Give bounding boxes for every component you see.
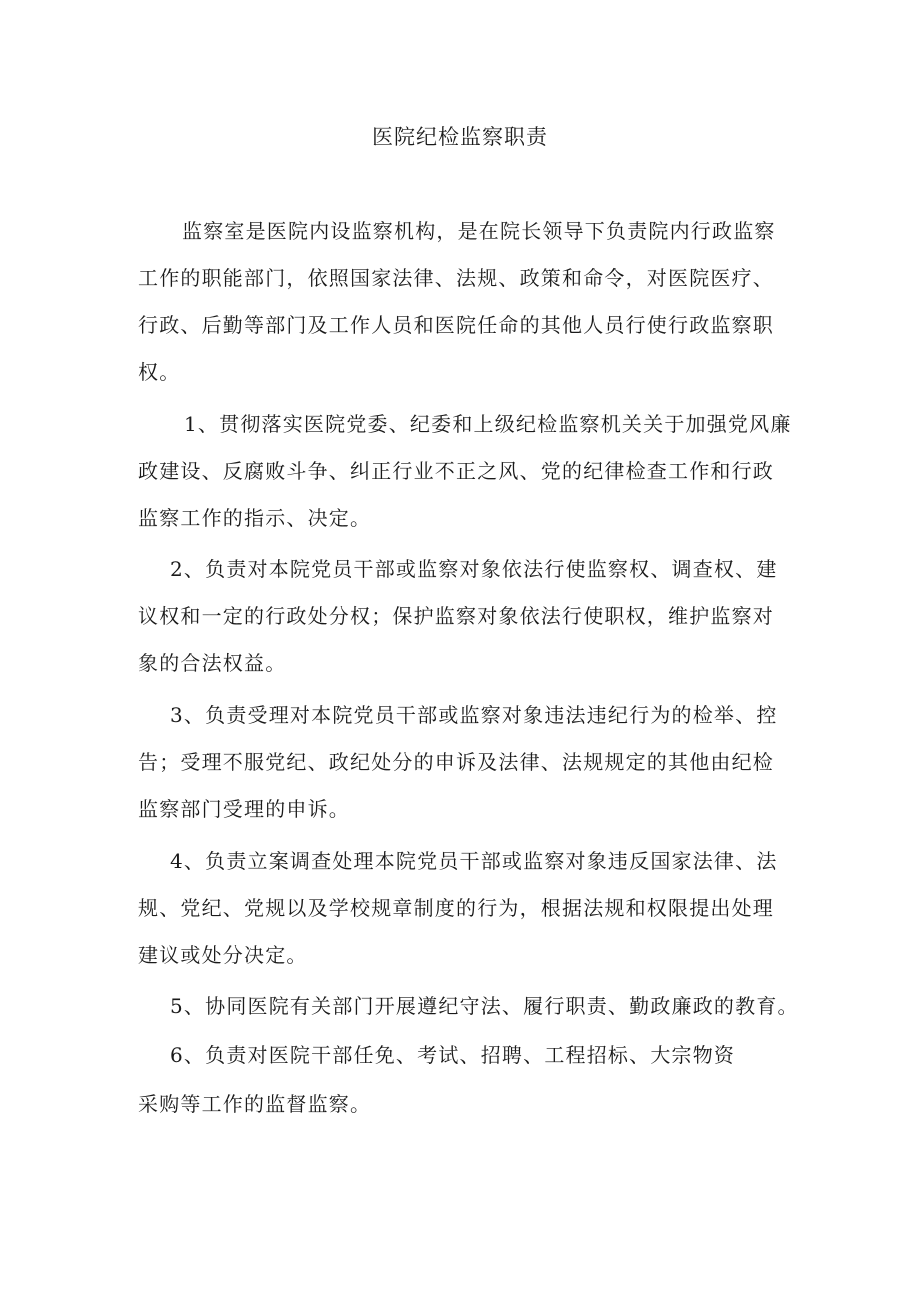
text-line: 规、党纪、党规以及学校规章制度的行为，根据法规和权限提出处理 <box>138 896 774 920</box>
paragraph-item-5 <box>138 983 800 1030</box>
paragraph-item-4 <box>138 838 800 979</box>
paragraph-intro <box>138 208 800 396</box>
paragraph-item-2 <box>138 546 800 687</box>
text-line: 5、协同医院有关部门开展遵纪守法、履行职责、勤政廉政的教育。 <box>170 994 799 1018</box>
text-line: 权。 <box>138 360 181 384</box>
text-line: 监察室是医院内设监察机构，是在院长领导下负责院内行政监察 <box>182 219 776 243</box>
text-line: 3、负责受理对本院党员干部或监察对象违法违纪行为的检举、控 <box>170 703 778 727</box>
text-line: 建议或处分决定。 <box>138 943 308 967</box>
text-line: 告；受理不服党纪、政纪处分的申诉及法律、法规规定的其他由纪检 <box>138 750 774 774</box>
text-line: 行政、后勤等部门及工作人员和医院任命的其他人员行使行政监察职 <box>138 313 774 337</box>
text-line: 2、负责对本院党员干部或监察对象依法行使监察权、调查权、建 <box>170 557 778 581</box>
text-line: 象的合法权益。 <box>138 651 287 675</box>
paragraph-item-3 <box>138 692 800 833</box>
paragraph-item-1 <box>138 401 800 542</box>
text-line: 采购等工作的监督监察。 <box>138 1092 372 1116</box>
document-title: 医院纪检监察职责 <box>372 125 548 149</box>
text-line: 监察部门受理的申诉。 <box>138 797 350 821</box>
text-line: 1、贯彻落实医院党委、纪委和上级纪检监察机关关于加强党风廉 <box>184 412 792 436</box>
text-line: 6、负责对医院干部任免、考试、招聘、工程招标、大宗物资 <box>170 1043 736 1067</box>
text-line: 工作的职能部门，依照国家法律、法规、政策和命令，对医院医疗、 <box>138 266 774 290</box>
text-line: 议权和一定的行政处分权；保护监察对象依法行使职权，维护监察对 <box>138 604 774 628</box>
paragraph-item-6 <box>138 1032 800 1128</box>
text-line: 4、负责立案调查处理本院党员干部或监察对象违反国家法律、法 <box>170 849 778 873</box>
text-line: 监察工作的指示、决定。 <box>138 506 372 530</box>
text-line: 政建设、反腐败斗争、纠正行业不正之风、党的纪律检查工作和行政 <box>138 459 774 483</box>
